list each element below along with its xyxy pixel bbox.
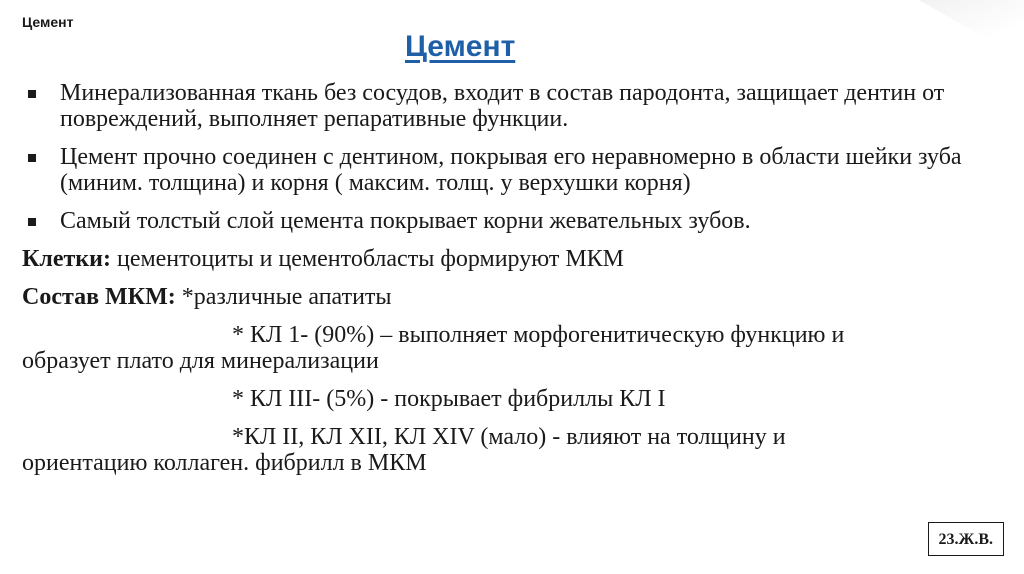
bullet-item [22, 208, 1012, 234]
composition-item: * КЛ 1- (90%) – выполняет морфогенитическую функцию и [232, 322, 845, 348]
composition-paragraph [22, 284, 1012, 310]
composition-item-continuation: образует плато для минерализации [22, 348, 379, 374]
composition-first-item: *различные апатиты [175, 284, 392, 310]
composition-label: Состав МКМ: [22, 284, 176, 310]
bullet-text: Самый толстый слой цемента покрывает корни жевательных зубов. [60, 208, 751, 234]
bullet-item [22, 144, 1012, 196]
slide-content [22, 80, 1012, 476]
bullet-text: Цемент прочно соединен с дентином, покрывая его неравномерно в области шейки зуба (миним. толщина) и корня ( максим. толщ. у верхушки корня) [60, 144, 962, 196]
cells-paragraph [22, 246, 1012, 272]
decorative-corner-shape [874, 0, 1024, 60]
cells-label: Клетки: [22, 246, 111, 272]
square-bullet-icon [28, 154, 36, 162]
bullet-text: Минерализованная ткань без сосудов, входит в состав пародонта, защищает дентин от повреждений, выполняет репаративные функции. [60, 80, 945, 132]
composition-item: * КЛ III- (5%) - покрывает фибриллы КЛ I [232, 386, 666, 412]
composition-item-continuation: ориентацию коллаген. фибрилл в МКМ [22, 450, 427, 476]
square-bullet-icon [28, 90, 36, 98]
bullet-list [22, 80, 1012, 234]
page-badge: 23.Ж.В. [928, 522, 1005, 556]
square-bullet-icon [28, 218, 36, 226]
bullet-item [22, 80, 1012, 132]
corner-title: Цемент [22, 14, 74, 30]
slide-title: Цемент [405, 30, 516, 63]
composition-item: *КЛ II, КЛ XII, КЛ XIV (мало) - влияют на толщину и [232, 424, 786, 450]
cells-text: цементоциты и цементобласты формируют МКМ [110, 246, 625, 272]
